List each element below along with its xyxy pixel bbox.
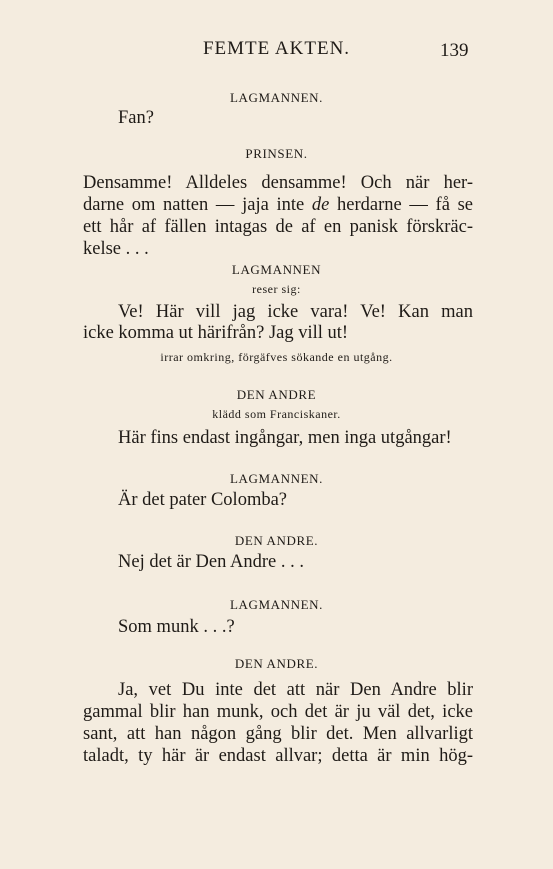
dialogue-line: ett hår af fällen intagas de af en panisk förskräc- xyxy=(83,217,473,237)
dialogue-line: kelse . . . xyxy=(83,239,149,259)
dialogue-line: Ve! Här vill jag icke vara! Ve! Kan man xyxy=(118,302,473,322)
page-number: 139 xyxy=(440,40,469,61)
stage-direction: klädd som Franciskaner. xyxy=(212,407,341,421)
dialogue-line: sant, att han någon gång blir det. Men allvarligt xyxy=(83,724,473,744)
dialogue-line: Fan? xyxy=(118,108,154,128)
speaker-name: LAGMANNEN. xyxy=(229,471,324,486)
speaker-name: LAGMANNEN. xyxy=(229,597,324,612)
speaker-name: DEN ANDRE xyxy=(236,387,317,402)
speaker-name: LAGMANNEN xyxy=(231,262,322,277)
dialogue-line: Här fins endast ingångar, men inga utgångar! xyxy=(118,428,452,448)
emphasis-word: de xyxy=(311,195,330,215)
running-header: FEMTE AKTEN. xyxy=(202,38,351,59)
stage-direction: irrar omkring, förgäfves sökande en utgång. xyxy=(160,350,393,364)
stage-direction: reser sig: xyxy=(252,282,301,296)
dialogue-line: gammal blir han munk, och det är ju väl det, icke xyxy=(83,702,473,722)
dialogue-line: Densamme! Alldeles densamme! Och när her- xyxy=(83,173,473,193)
dialogue-line: Som munk . . .? xyxy=(118,617,235,637)
dialogue-fragment: darne om natten — jaja inte xyxy=(83,195,312,215)
dialogue-fragment: herdarne — få se xyxy=(329,195,473,215)
dialogue-line: Nej det är Den Andre . . . xyxy=(118,552,304,572)
dialogue-line xyxy=(83,195,473,216)
speaker-name: DEN ANDRE. xyxy=(234,533,319,548)
dialogue-line: Ja, vet Du inte det att när Den Andre blir xyxy=(118,680,473,700)
speaker-name: DEN ANDRE. xyxy=(234,656,319,671)
speaker-name: LAGMANNEN. xyxy=(229,90,324,105)
dialogue-line: taladt, ty här är endast allvar; detta är min hög- xyxy=(83,746,473,766)
speaker-name: PRINSEN. xyxy=(245,146,308,161)
dialogue-line: Är det pater Colomba? xyxy=(118,490,288,510)
dialogue-line: icke komma ut härifrån? Jag vill ut! xyxy=(83,323,349,343)
